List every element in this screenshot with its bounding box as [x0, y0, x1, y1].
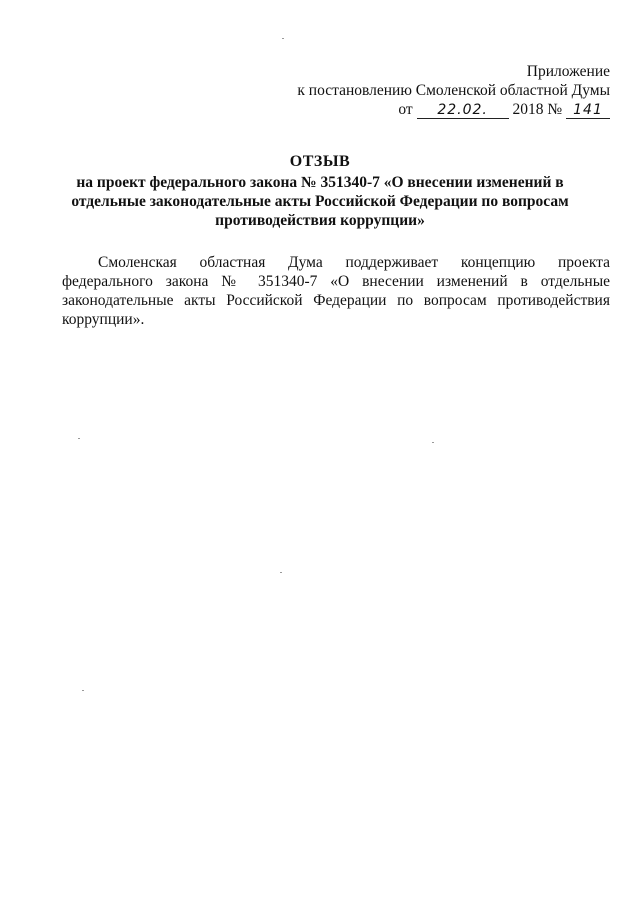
- appendix-header: [250, 62, 610, 119]
- date-prefix: от: [398, 101, 413, 118]
- scan-speck: [78, 438, 80, 439]
- scan-speck: [432, 442, 434, 443]
- document-title: [60, 152, 580, 230]
- handwritten-number: 141: [566, 102, 610, 119]
- title-line-2: отдельные законодательные акты Российской Федерации по вопросам: [71, 193, 569, 210]
- title-line-3: противодействия коррупции»: [215, 212, 425, 229]
- body-paragraph: Смоленская областная Дума поддерживает концепцию проекта федерального закона № 351340-7 «О внесении изменений в отдельные законодательные акты Российской Федерации по вопросам противодействия коррупции».: [62, 253, 610, 328]
- appendix-date-line: [250, 100, 610, 119]
- year-text: 2018 №: [512, 101, 563, 118]
- title-line-1: на проект федерального закона № 351340-7 «О внесении изменений в: [76, 174, 564, 191]
- scan-speck: [280, 572, 282, 573]
- scan-speck: [82, 690, 84, 691]
- appendix-resolution-ref: к постановлению Смоленской областной Думы: [297, 82, 610, 99]
- handwritten-date: 22.02.: [417, 102, 509, 119]
- appendix-label: Приложение: [526, 63, 610, 80]
- scan-speck: [282, 38, 284, 39]
- title-main: ОТЗЫВ: [289, 153, 351, 170]
